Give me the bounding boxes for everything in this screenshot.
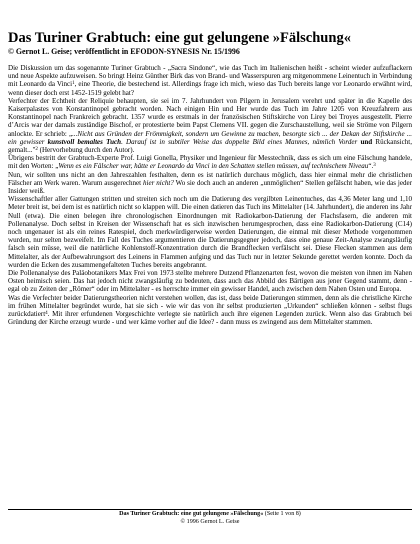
footer-divider — [8, 509, 412, 510]
paragraph-text: Verfechter der Echtheit der Reliquie behaupten, sie sei im 7. Jahrhundert von Pilgern in Jerusalem verehrt und später in die Kapelle des Kaiserpalastes von Konstantinopel gebracht worden. Nach einigen Hin und Her wurde das Tuch im Jahre 1205 von Kreuzfahrern aus Konstantinopel nach Frankreich gebracht. 1357 wurde es erstmals in der französischen Stiftskirche von Lirey bei Troyes ausgestellt. Pierre d’Arcis war der damals zuständige Bischof, er protestierte beim Papst Clemens VII. gegen die Zurschaustellung, weil sie Ströme von Pilgern anlockte. Er schrieb: „ — [8, 96, 412, 138]
quote-text: Rückansicht, gemalt... — [8, 137, 412, 155]
quote-text: ...Nicht aus Gründen der Frömmigkeit, sondern um Gewinne zu machen, besorgte sich ... der Dekan der Stiftskirche ... ein gewisser — [8, 129, 412, 146]
quote-text: Wenn es ein Fälscher war, hätte er Leonardo da Vinci in den Schatten stellen müssen, auf technischem Niveau — [58, 162, 369, 171]
quote-text: . Darauf ist in subtiler Weise das doppelte Bild eines Mannes, nämlich Vorder — [121, 137, 358, 146]
paragraph-text: , eine Theorie, die bestechend ist. Allerdings frage ich mich, wieso das Tuch bereits lange vor Leonardo erwähnt wird, wenn dieser doch erst 1452-1519 gelebt hat? — [8, 80, 412, 97]
footnote-ref-2: 2 — [35, 147, 38, 153]
emphasized-quote: kunstvoll bemaltes Tuch — [47, 137, 122, 146]
quote-text: hier nicht? — [142, 178, 174, 187]
footer-copyright: © 1996 Gernot L. Geise — [180, 519, 240, 525]
footnote-ref-1: 1 — [72, 81, 75, 87]
paragraph-1 — [8, 64, 412, 97]
paragraph-text: Die Diskussion um das sogenannte Turiner Grabtuch - „Sacra Sindone“, wie das Tuch im Italienischen heißt - scheint wieder aufzuflackern und neue Aspekte aufzuweisen. So bringt Heinz Günther Birk das von Brand- und Wasserspuren arg mitgenommene Leinentuch in Verbindung mit Leonardo da Vinci — [8, 64, 412, 89]
article-body — [8, 64, 412, 327]
footnote-ref-3: 3 — [373, 163, 376, 169]
paragraph-text: (Hervorhebung durch den Autor). — [37, 146, 135, 155]
paragraph-7 — [8, 294, 412, 327]
closing-quote: “. — [368, 162, 374, 171]
page-footer — [0, 511, 420, 518]
paragraph-2 — [8, 97, 412, 154]
paragraph-6: Die Pollenanalyse des Paläobotanikers Max Frei von 1973 stellte mehrere Dutzend Pflanzenarten fest, wovon die meisten von ihnen im Nahen Osten heimisch seien. Das hat jedoch nicht zwangsläufig zu bedeuten, dass auch das Abbild des Bärtigen aus jener Gegend stammt, denn - egal ob zu Zeiten der „Römer“ oder im Mittelalter - es herrschte immer ein gewisser Handel, auch zwischen dem Nahen Osten und Europa. — [8, 269, 412, 294]
page-number: (Seite 1 von 8) — [263, 511, 301, 517]
document-title: Das Turiner Grabtuch: eine gut gelungene »Fälschung« — [8, 30, 351, 46]
paragraph-text: Wo sie doch auch an anderen „unmöglichen“ Stellen gefälscht haben, wie das jeder Insider weiß. — [8, 178, 412, 196]
paragraph-text: . Mit ihrer erfundenen Vorgeschichte verlegte sie natürlich auch ihre eigenen Legenden zurück. Wenn also das Grabtuch bei Gründung der Kirche erzeugt wurde - und wer käme vorher auf die Idee? - dann muss es zwingend aus dem Mittelalter stammen. — [8, 310, 412, 327]
emphasized-word: und — [360, 137, 373, 146]
footnote-ref-4: 4 — [45, 311, 48, 317]
paragraph-text: Was die Verfechter beider Datierungstheorien nicht verstehen wollen, das ist, dass beide Datierungen stimmen, denn als die christliche Kirche im frühen Mittelalter begründet wurde, hat sie sich - wie wir das von ihr selbst produzierten „Urkunden“ schließen können - selbst flugs zurückdatiert — [8, 293, 412, 319]
paragraph-3 — [8, 154, 412, 170]
footer-title: Das Turiner Grabtuch: eine gut gelungene »Fälschung« — [119, 511, 264, 517]
paragraph-4 — [8, 171, 412, 196]
document-byline: © Gernot L. Geise; veröffentlicht in EFODON-SYNESIS Nr. 15/1996 — [8, 47, 240, 56]
paragraph-text: Nun, wir sollten uns nicht an den Jahreszahlen festhalten, denn es ist natürlich durchaus möglich, dass hier einmal mehr die christlichen Fälscher am Werk waren. Warum ausgerechnet — [8, 170, 412, 187]
paragraph-text: Übrigens bestritt der Grabtuch-Experte Prof. Luigi Gonella, Physiker und Ingenieur für Messtechnik, dass es sich um eine Fälschung handele, mit den Worten: „ — [8, 154, 412, 171]
closing-quote: " — [32, 146, 36, 155]
paragraph-5: Wissenschaftler aller Gattungen stritten und streiten sich noch um die Datierung des vergilbten Leinentuches, das 4,36 Meter lang und 1,10 Meter breit ist, bei dem ist es natürlich nicht so klappen will. Die einen datieren das Tuch ins Mittelalter (14. Jahrhundert), die anderen ins Jahr Null (etwa). Die einen belegen ihre chronologischen Einordnungen mit Radiokarbon-Datierung der Flachsfasern, die anderen mit Pollenanalyse. Doch selbst in Kreisen der Wissenschaft hat es sich inzwischen herumgesprochen, dass eine Radiokarbon-Datierung (C14) noch ungenauer ist als ein reines Ratespiel, doch merkwürdigerweise werden Datierungen, die einmal mit dieser Methode vorgenommen wurden, nur selten bezweifelt. Im Fall des Tuches argumentieren die Datierungsgegner jedoch, dass eine genaue Zeit-Analyse zwangsläufig falsch sein müsse, weil die natürliche Kohlenstoff-Konzentration durch die Brandflecken verfälscht sei. Diese Flecken stammen aus dem Mittelalter, als der Aufbewahrungsort des Leinens in Flammen aufging und das Tuch nur in letzter Sekunde gerettet werden konnte. Doch da wurden die Ecken des zusammengefalteten Tuches bereits angebrannt. — [8, 195, 412, 269]
